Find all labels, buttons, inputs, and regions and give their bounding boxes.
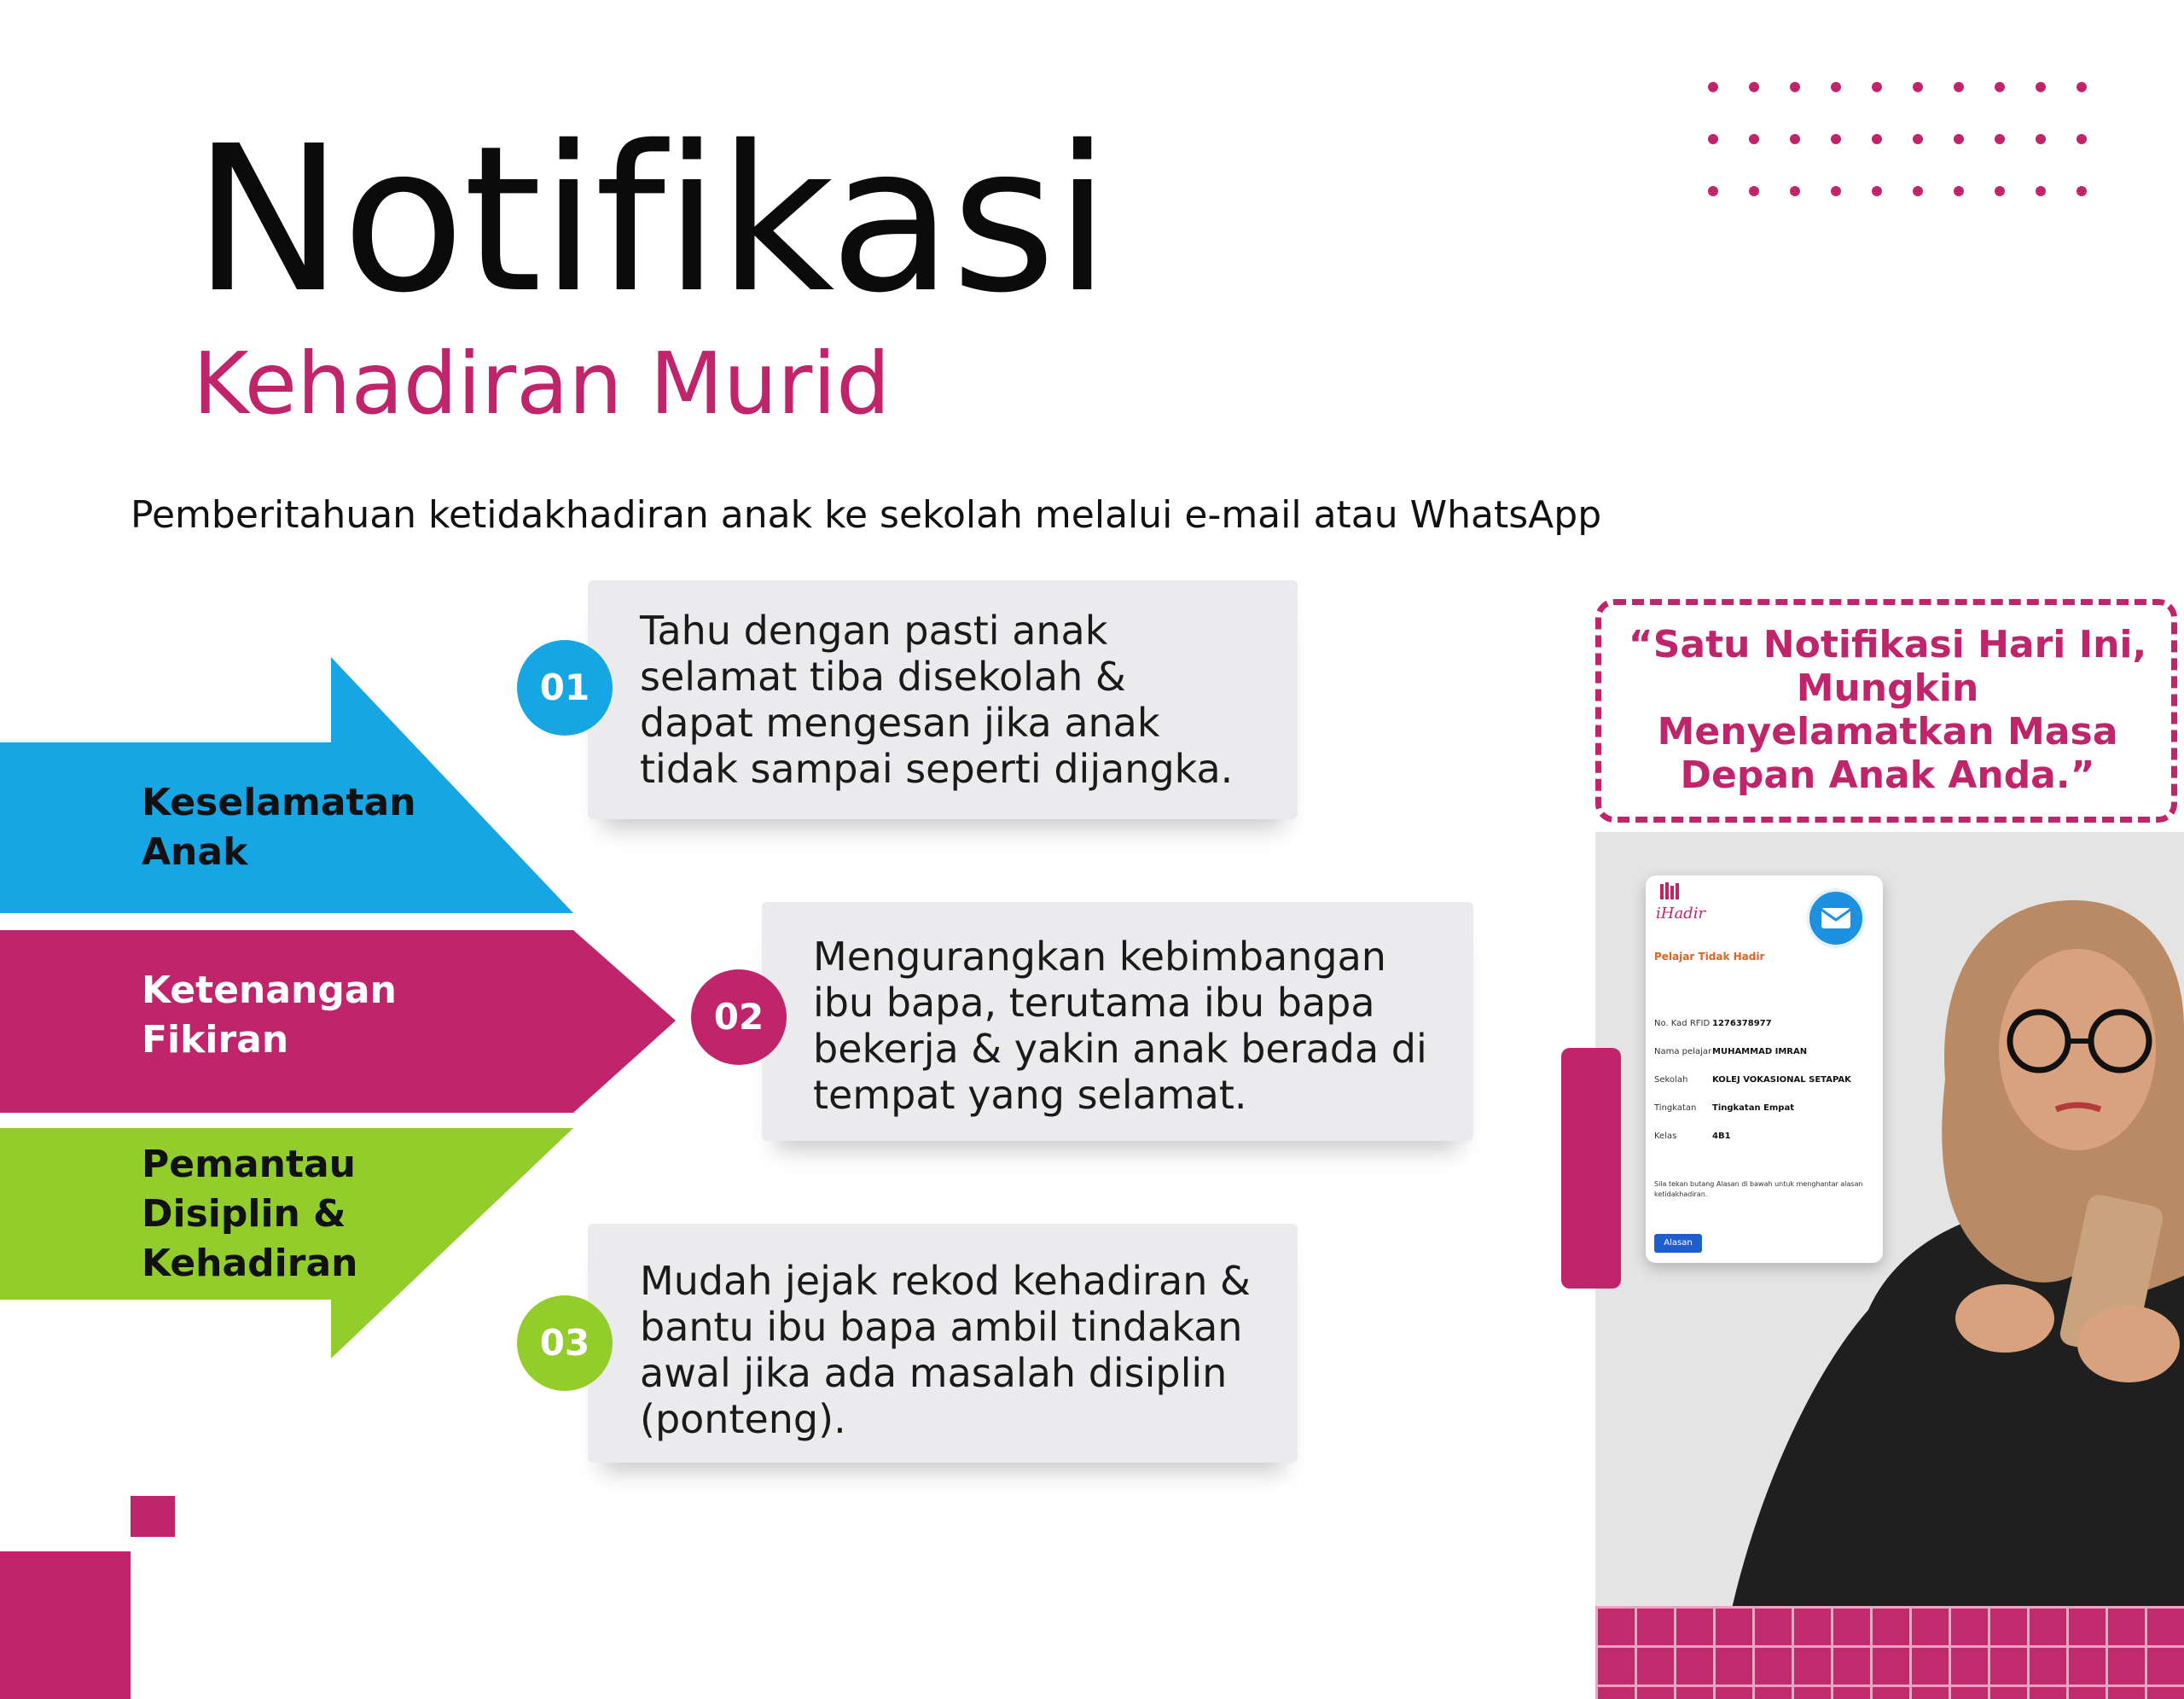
row-value: MUHAMMAD IMRAN xyxy=(1712,1047,1808,1056)
dot xyxy=(1995,134,2005,144)
ihadir-logo-icon xyxy=(1658,881,1681,903)
dot xyxy=(2036,186,2046,196)
row-value: KOLEJ VOKASIONAL SETAPAK xyxy=(1712,1075,1851,1085)
dot xyxy=(2077,186,2087,196)
dot xyxy=(1872,186,1882,196)
row-label: Nama pelajar xyxy=(1654,1047,1712,1056)
square-decoration-large xyxy=(0,1551,131,1699)
notification-card xyxy=(1646,876,1883,1263)
row-label: Kelas xyxy=(1654,1132,1677,1141)
dot xyxy=(1790,186,1800,196)
dot xyxy=(1749,134,1759,144)
dot xyxy=(1995,82,2005,92)
row-value: 1276378977 xyxy=(1712,1019,1772,1028)
dot xyxy=(2077,82,2087,92)
row-label: Tingkatan xyxy=(1654,1103,1697,1113)
row-label: Sekolah xyxy=(1654,1075,1688,1085)
brand-logo-text: iHadir xyxy=(1656,905,1706,922)
alasan-button[interactable]: Alasan xyxy=(1654,1234,1702,1253)
badge-03: 03 xyxy=(517,1295,613,1391)
dot xyxy=(1913,134,1923,144)
dot xyxy=(1790,134,1800,144)
dot-grid-decoration xyxy=(1708,80,2092,196)
row-label: No. Kad RFID xyxy=(1654,1019,1711,1028)
benefit-text-3: Mudah jejak rekod kehadiran & bantu ibu bapa ambil tindakan awal jika ada masalah disiplin (ponteng). xyxy=(640,1258,1251,1442)
square-decoration-small xyxy=(131,1496,175,1537)
dot xyxy=(1872,82,1882,92)
quote-text: “Satu Notifikasi Hari Ini, Mungkin Menyelamatkan Masa Depan Anak Anda.” xyxy=(1628,623,2147,797)
dot xyxy=(1913,82,1923,92)
notification-note: Sila tekan butang Alasan di bawah untuk menghantar alasan ketidakhadiran. xyxy=(1654,1180,1863,1198)
page-title: Notifikasi xyxy=(193,102,1109,337)
grid-decoration-panel xyxy=(1595,1606,2184,1699)
dot xyxy=(2036,134,2046,144)
dot xyxy=(1954,134,1964,144)
dot xyxy=(1790,82,1800,92)
dot xyxy=(1872,134,1882,144)
dot xyxy=(1749,186,1759,196)
dot xyxy=(1708,82,1718,92)
dot xyxy=(2077,134,2087,144)
arrow-label-keselamatan: Keselamatan Anak xyxy=(142,781,416,874)
dot xyxy=(1995,186,2005,196)
dot xyxy=(1831,186,1841,196)
dot xyxy=(1913,186,1923,196)
arrow-label-pemantau: Pemantau Disiplin & Kehadiran xyxy=(142,1143,358,1285)
badge-02: 02 xyxy=(691,969,787,1065)
dot xyxy=(1708,134,1718,144)
dot xyxy=(2036,82,2046,92)
row-value: 4B1 xyxy=(1712,1132,1731,1141)
benefit-text-2: Mengurangkan kebimbangan ibu bapa, terutama ibu bapa bekerja & yakin anak berada di tempat yang selamat. xyxy=(813,934,1427,1118)
dot xyxy=(1749,82,1759,92)
envelope-icon xyxy=(1806,888,1866,948)
badge-01: 01 xyxy=(517,640,613,736)
dot xyxy=(1954,82,1964,92)
accent-bar xyxy=(1561,1048,1621,1289)
notification-heading: Pelajar Tidak Hadir xyxy=(1654,951,1765,963)
lead-text: Pemberitahuan ketidakhadiran anak ke sekolah melalui e-mail atau WhatsApp xyxy=(131,493,1602,537)
dot xyxy=(1831,134,1841,144)
benefit-text-1: Tahu dengan pasti anak selamat tiba disekolah & dapat mengesan jika anak tidak sampai seperti dijangka. xyxy=(640,608,1234,792)
arrow-label-ketenangan: Ketenangan Fikiran xyxy=(142,969,397,1062)
dot xyxy=(1708,186,1718,196)
row-value: Tingkatan Empat xyxy=(1712,1103,1794,1113)
dot xyxy=(1831,82,1841,92)
dot xyxy=(1954,186,1964,196)
page-subtitle: Kehadiran Murid xyxy=(193,334,891,433)
